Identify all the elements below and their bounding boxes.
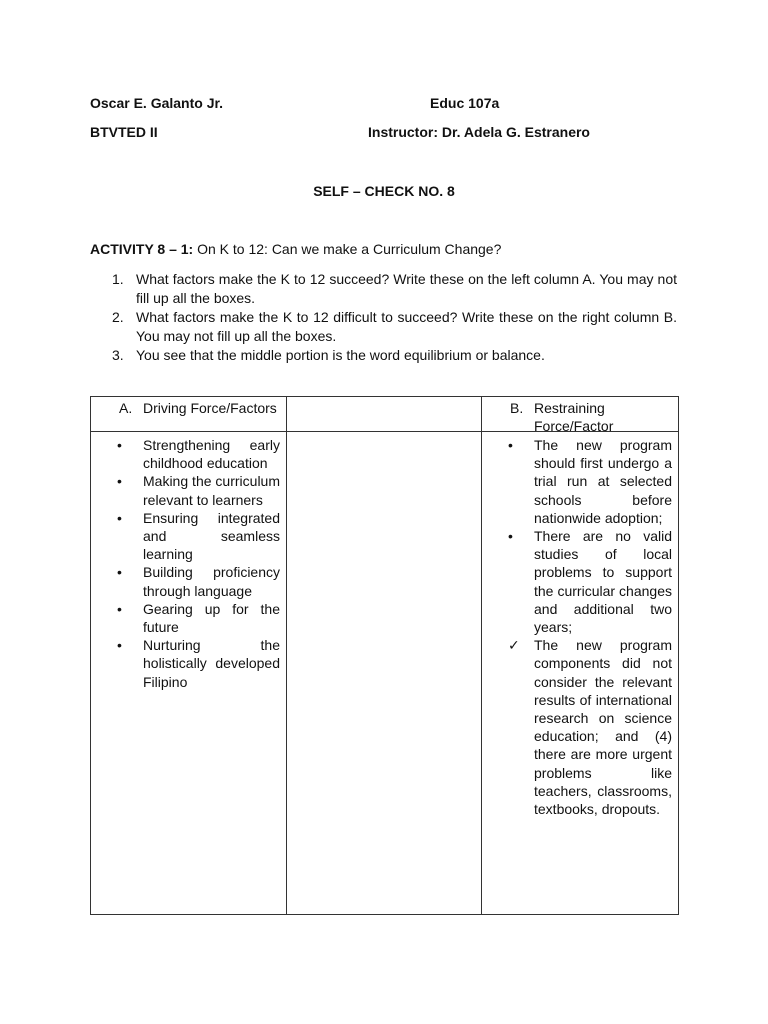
column-b-header [482, 397, 679, 432]
student-name: Oscar E. Galanto Jr. [90, 95, 224, 111]
instruction-item [112, 346, 677, 365]
restraining-force-text: The new program should first undergo a trial run at selected schools before nationwide adoption; [534, 437, 672, 526]
driving-forces-list [91, 432, 286, 695]
restraining-force-text: There are no valid studies of local problems to support the curricular changes and additional two years; [534, 528, 672, 636]
column-b-letter: B. [510, 400, 524, 416]
bullet-icon: • [117, 437, 122, 453]
instruction-number: 3. [112, 347, 124, 363]
driving-forces-cell [91, 432, 287, 915]
bullet-icon: • [508, 528, 513, 545]
activity-text: On K to 12: Can we make a Curriculum Change? [193, 241, 502, 257]
restraining-forces-cell [482, 432, 679, 915]
middle-header [287, 397, 482, 432]
instruction-text: What factors make the K to 12 difficult to succeed? Write these on the right column B. You may not fill up all the boxes. [136, 309, 677, 344]
instructions-list [112, 270, 677, 365]
bullet-icon: • [117, 600, 122, 617]
list-item [117, 436, 280, 472]
driving-force-text: Nurturing the holistically developed Filipino [143, 637, 280, 690]
column-b-heading: Restraining Force/Factor [534, 400, 614, 434]
table-body-row [91, 432, 679, 915]
checkmark-icon: ✓ [508, 637, 520, 654]
activity-label: ACTIVITY 8 – 1: [90, 241, 194, 257]
instruction-item [112, 270, 677, 308]
bullet-icon: • [117, 564, 122, 581]
page-title: SELF – CHECK NO. 8 [313, 183, 455, 199]
force-field-table [90, 396, 679, 915]
driving-force-text: Gearing up for the future [143, 600, 280, 636]
course-code: Educ 107a [430, 95, 500, 111]
column-a-header [91, 397, 287, 432]
driving-force-text: Ensuring integrated and seamless learning [143, 509, 280, 563]
column-a-letter: A. [119, 400, 133, 416]
list-item [117, 472, 280, 508]
restraining-forces-list [482, 432, 678, 822]
instruction-number: 1. [112, 271, 124, 287]
bullet-icon: • [117, 509, 122, 526]
bullet-icon: • [117, 473, 122, 490]
bullet-icon: • [117, 637, 122, 654]
list-item [508, 636, 672, 818]
list-item [508, 527, 672, 636]
instructor-name: Instructor: Dr. Adela G. Estranero [368, 124, 590, 140]
instruction-text: What factors make the K to 12 succeed? Write these on the left column A. You may not fill up all the boxes. [136, 271, 677, 306]
table-header-row [91, 397, 679, 432]
student-program: BTVTED II [90, 124, 158, 140]
list-item [117, 563, 280, 599]
instruction-item [112, 308, 677, 346]
activity-heading [90, 241, 501, 257]
equilibrium-cell [287, 432, 482, 915]
instruction-text: You see that the middle portion is the word equilibrium or balance. [136, 347, 545, 363]
list-item [117, 509, 280, 564]
column-a-heading: Driving Force/Factors [143, 400, 277, 416]
list-item [117, 600, 280, 636]
bullet-icon: • [508, 437, 513, 453]
driving-force-text: Building proficiency through language [143, 564, 280, 599]
instruction-number: 2. [112, 309, 124, 325]
list-item [508, 436, 672, 527]
driving-force-text: Strengthening early childhood education [143, 437, 280, 472]
restraining-force-text: The new program components did not consider the relevant results of international research on science education; and (4) there are more urgent problems like teachers, classrooms, textbooks, dropouts. [534, 637, 672, 818]
list-item [117, 636, 280, 691]
driving-force-text: Making the curriculum relevant to learners [143, 473, 280, 508]
